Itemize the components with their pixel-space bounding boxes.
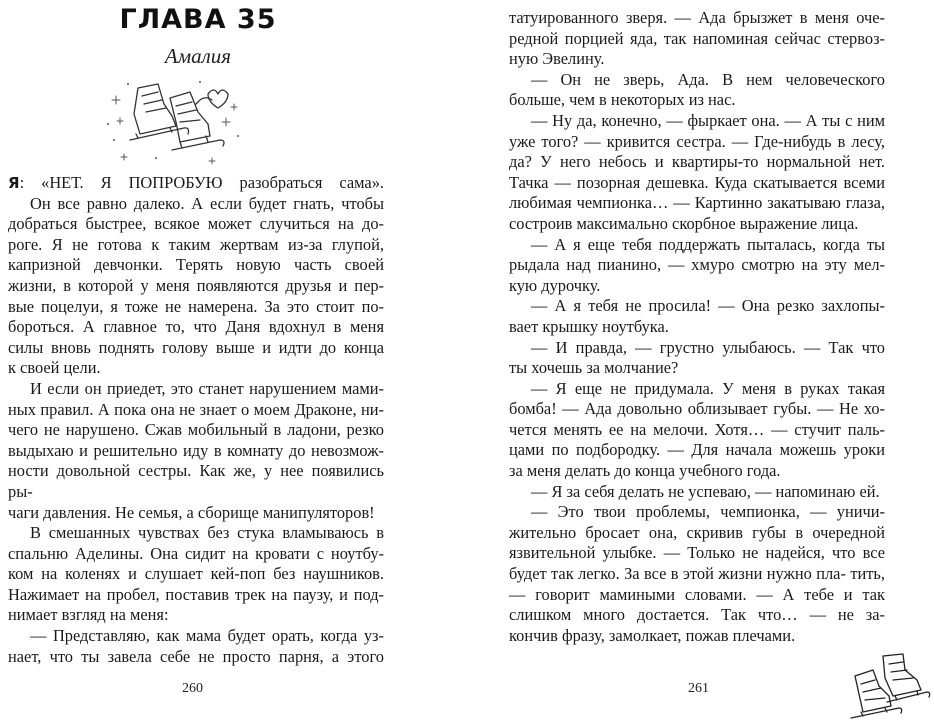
text-line: рыдала над пианино, — хмуро смотрю на эту мел-: [509, 255, 885, 275]
text-line: ную Эвелину.: [509, 49, 605, 69]
text-line: бороться. А главное то, что Даня вдохнул в меня: [8, 317, 384, 337]
text-line: состроив максимально скорбное выражение лица.: [509, 213, 859, 233]
chapter-title: ГЛАВА 35: [119, 4, 277, 35]
text-line: капризной девчонки. Терять новую часть своей: [8, 255, 384, 275]
text-line: Он все равно далеко. А если будет гнать, чтобы: [30, 193, 384, 213]
text-line: любимая чемпионка… — Картинно закатываю глаза,: [509, 193, 885, 213]
text-line: язвительной улыбке. — Только не надейся, что все: [509, 543, 885, 563]
paragraph: [509, 482, 885, 503]
text-line: спальню Аделины. Она сидит на кровати с ноутбу-: [8, 543, 384, 563]
text-line: Тачка — позорная дешевка. Куда скатывается всеми: [509, 172, 885, 192]
paragraph: [509, 70, 885, 91]
paragraph: [509, 49, 885, 70]
text-line: уже того? — кривится сестра. — Где-нибудь в лесу,: [509, 131, 885, 151]
text-line: так слишком много достается. Так что… — не за-: [509, 584, 885, 625]
text-line: В смешанных чувствах без стука вламываюсь в: [30, 523, 384, 543]
text-line: ности довольной сестры. Как же, у нее появились ры-: [8, 461, 384, 501]
text-line: ных правил. А пока она не знает о моем Драконе, ни-: [8, 399, 384, 419]
paragraph: [509, 461, 885, 482]
page-number: 261: [688, 681, 709, 696]
paragraph: [8, 626, 384, 667]
speaker-label: Я: [8, 174, 20, 192]
text-line: роге. Я не готова к таким жертвам из-за глупой,: [8, 234, 384, 254]
text-line: бомба! — Ада довольно облизывает губы. — Не хо-: [509, 399, 885, 419]
text-line: — Я за себя делать не успеваю, — напоминаю ей.: [531, 481, 880, 501]
text-line: — И правда, — грустно улыбаюсь. — Так что: [531, 337, 885, 357]
text-line: чаги давления. Не семья, а сборище манипуляторов!: [8, 502, 375, 522]
right-page: [467, 0, 934, 725]
text-line: кончив фразу, замолкает, пожав плечами.: [509, 625, 796, 645]
text-line: цами по подбородку. — Для начала можешь уроки: [509, 440, 885, 460]
paragraph: [8, 605, 384, 626]
paragraph: [509, 296, 885, 317]
paragraph: [509, 214, 885, 235]
page-number: 260: [182, 681, 203, 696]
text-line: вает крышку ноутбука.: [509, 316, 669, 336]
text-line: больше, чем в некоторых из нас.: [509, 90, 736, 110]
paragraph: [8, 358, 384, 379]
paragraph: [8, 194, 384, 359]
paragraph: [509, 358, 885, 379]
text-line: будет так легко. За все в этой жизни нужно пла-: [509, 564, 846, 584]
text-line: — Это твои проблемы, чемпионка, — уничи-: [531, 502, 885, 522]
text-line: — Представляю, как мама будет орать, когда уз-: [30, 626, 384, 646]
paragraph: [509, 502, 885, 626]
text-line: чется менять ее на мелочи. Хотя… — стучит паль-: [509, 419, 885, 439]
ice-skates-ornament-icon: [100, 74, 246, 166]
pov-name: Амалия: [164, 44, 232, 68]
text-line: добраться быстрее, всякое может случиться на до-: [8, 214, 384, 234]
paragraph: [8, 523, 384, 605]
text-line: : «НЕТ. Я ПОПРОБУЮ разобраться сама».: [19, 173, 384, 192]
paragraph: [509, 90, 885, 111]
text-line: за меня делать до конца учебного года.: [509, 461, 781, 481]
ice-skates-corner-icon: [845, 650, 931, 722]
text-line: редной порцией яда, так напоминая сейчас стервоз-: [509, 28, 885, 48]
paragraph: [509, 626, 885, 647]
text-line: вые поцелуи, я тоже не намерена. За это стоит по-: [8, 296, 384, 316]
text-line: ты хочешь за молчание?: [509, 358, 679, 378]
text-line: И если он приедет, это станет нарушением мами-: [30, 378, 384, 398]
paragraph: [509, 111, 885, 214]
paragraph: [509, 235, 885, 276]
paragraph: [8, 503, 384, 524]
text-line: жительно бросает она, скривив губы в очередной: [509, 522, 885, 542]
text-line: жизни, в которой у меня появляются друзья и пер-: [8, 275, 384, 295]
text-line: — А я еще тебя поддержать пыталась, когда ты: [531, 234, 885, 254]
text-line: выдыхаю и решительно иду в комнату до невозмож-: [8, 440, 384, 460]
text-line: татуированного зверя. — Ада брызжет в меня оче-: [509, 8, 885, 27]
paragraph: [8, 173, 384, 194]
text-line: — Он не зверь, Ада. В нем человеческого: [531, 69, 885, 89]
paragraph: [509, 317, 885, 338]
paragraph: [509, 338, 885, 359]
paragraph: [8, 379, 384, 503]
text-line: — Я еще не придумала. У меня в руках такая: [531, 378, 885, 398]
paragraph: [509, 8, 885, 49]
text-line: Нажимает на пробел, поставив трек на паузу, и под-: [8, 584, 384, 604]
text-line: силы вновь поднять голову выше и идти до конца: [8, 337, 384, 357]
text-line: — Ну да, конечно, — фыркает она. — А ты с ним: [531, 110, 885, 130]
text-line: к своей цели.: [8, 358, 101, 378]
text-line: ком на коленях и слушает кей-поп без наушников.: [8, 564, 384, 584]
paragraph: [509, 276, 885, 297]
text-line: чего не нарушено. Сжав мобильный в ладони, резко: [8, 420, 384, 440]
left-text-block: [8, 173, 384, 667]
text-line: тить, — говорит мамиными словами. — А тебе и: [509, 564, 885, 604]
text-line: — А я тебя не просила! — Она резко захлопы-: [531, 296, 885, 316]
text-line: нает, что ты завела себе не просто парня, а этого: [8, 646, 384, 666]
paragraph: [509, 379, 885, 461]
text-line: нимает взгляд на меня:: [8, 605, 169, 625]
right-text-block: [509, 8, 885, 646]
text-line: да? У него небось и квартиры-то нормальной нет.: [509, 152, 885, 172]
text-line: кую дурочку.: [509, 275, 601, 295]
